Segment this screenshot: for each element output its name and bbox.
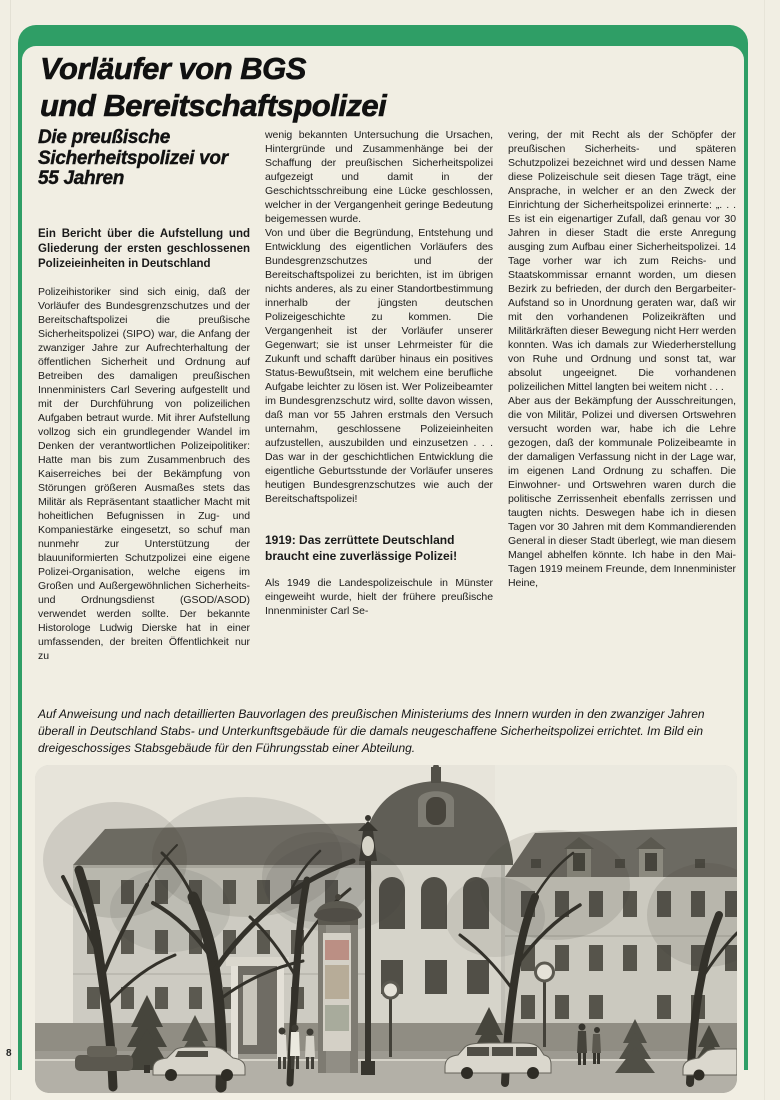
body-paragraph: Aber aus der Bekämpfung der Ausschreitungen, die von Militär, Polizei und diversen Ortswehren versucht worden war, habe ich die Lehre gezogen, daß der kommunale Polizeibeamte in der damaligen Verfassung nicht in der Lage war, im eigenen Land Ordnung zu schaffen. Die Einwohner- und Ortswehren waren durch die politische Zerrissenheit ebenfalls zerrissen und taugten nichts. Deswegen habe ich in diesen Tagen vor 30 Jahren mit dem Kommandierenden General in dieser Stadt überlegt, wie man diesem Mangel abhelfen könnte. Ich habe in den Mai-Tagen 1919 meinem Freunde, dem Innenminister Heine,: [508, 395, 736, 589]
body-paragraph: Polizeihistoriker sind sich einig, daß der Vorläufer des Bundesgrenzschutzes und der Bereitschaftspolizei die preußische Sicherheitspolizei (SIPO) war, die Anfang der zwanziger Jahre zur Aufrechterhaltung der öffentlichen Sicherheit und Ordnung auf Betreiben des damaligen preußischen Innenministers Carl Severing aufgestellt und mit der Durchführung von polizeilichen Aufgaben betraut wurde. Mit ihrer Aufstellung vollzog sich ein grundlegender Wandel im Denken der verantwortlichen Polizeipolitiker: Hatte man bis zum Zusammenbruch des Kaiserreiches bei der Bekämpfung von Störungen größeren Ausmaßes stets das Militär als Repräsentant staatlicher Macht mit hoheitlichen Befugnissen in Zug- und Kompaniestärke eingesetzt, so schuf man nunmehr zur Unterstützung der blauuniformierten Schutzpolizei eine eigene Polizei-Organisation, welche eigens im Großen und Außergewöhnlichen Sicherheits- und Ordnungsdienst (GSOD/ASOD) verwendet werden sollte. Der bekannte Historologe Ludwig Dierske hat in einer umfassenden, der breiten Öffentlichkeit nur zu: [38, 285, 250, 662]
content-area: [22, 46, 744, 1100]
column-left: [38, 128, 250, 713]
body-paragraph: wenig bekannten Untersuchung die Ursachen, Hintergründe und Zusammenhänge bei der Schaffung der preußischen Sicherheitspolizei aufgezeigt und damit in der Geschichtsschreibung eine Lücke geschlossen, welcher in der Vergangenheit geringe Bedeutung beigemessen wurde.: [265, 129, 493, 225]
body-paragraph: vering, der mit Recht als der Schöpfer der preußischen Sicherheits- und späteren Schutzpolizei bezeichnet wird und dessen Name diese Polizeischule seit diesen Tage trägt, eine Ansprache, in welcher er an den Zweck der Einrichtung der Sicherheitspolizei erinnerte: „. . . Es ist ein eigenartiger Zufall, daß genau vor 30 Jahren in dieser Stadt die erste Anregung ausging zum Aufbau einer Sicherheitspolizei. 14 Tage vorher war ich zum Reichs- und Staatskommissar ernannt worden, um diesen Bezirk zu befrieden, der durch den Bergarbeiter-Aufstand so in Unordnung geraten war, daß wir mit den vorhandenen Polizeikräften und Militärkräften dieser Bewegung nicht Herr werden konnten. Was ich damals zur Wiederherstellung von Ruhe und Ordnung und sonst tat, war absolut ungeeignet. Die vorhandenen polizeilichen Mittel langten bei weitem nicht . . .: [508, 129, 736, 393]
building-photo-illustration: [35, 765, 737, 1093]
column-middle: [265, 128, 493, 713]
body-paragraph: Als 1949 die Landespolizeischule in Münster eingeweiht wurde, hielt der frühere preußische Innenminister Carl Se-: [265, 577, 493, 617]
article-lead: Ein Bericht über die Aufstellung und Gliederung der ersten geschlossenen Polizeieinheiten in Deutschland: [38, 227, 250, 270]
body-paragraph: Von und über die Begründung, Entstehung und Entwicklung des eigentlichen Vorläufers des Bundesgrenzschutzes und der Bereitschaftspolizei zu berichten, ist im übrigen nichts anderes, als zu einer Standortbestimmung innerhalb der jüngsten deutschen Polizeigeschichte zu kommen. Die Vergangenheit ist der Vorläufer unserer Gegenwart; sie ist unser Lehrmeister für die Zukunft und schafft darüber hinaus ein positives Status-Bewußtsein, mit welchem eine berufliche Aufgabe leichter zu lösen ist. Wer Polizeibeamter im Bundesgrenzschutz wird, sollte davon wissen, daß man vor 55 Jahren erstmals den Versuch unternahm, geschlossene Polizeieinheiten aufzustellen, auszubilden und einzusetzen . . . Das war in der geschichtlichen Entwicklung die eigentliche Geburtsstunde der Vorläufer unseres heutigen Bundesgrenzschutzes wie auch der Bereitschaftspolizei!: [265, 227, 493, 505]
text-columns: [38, 128, 737, 713]
title-line-2: und Bereitschaftspolizei: [40, 88, 387, 123]
column-right: [508, 128, 736, 713]
paper-crease-right: [764, 0, 765, 1100]
page-number: 8: [6, 1048, 12, 1059]
building-photo: [35, 765, 737, 1093]
photo-caption: Auf Anweisung und nach detaillierten Bauvorlagen des preußischen Ministeriums des Innern wurden in den zwanziger Jahren überall in Deutschland Stabs- und Unterkunftsgebäude für die damals neugeschaffene Sicherheitspolizei errichtet. Im Bild ein dreigeschossiges Stabsgebäude für den Führungsstab einer Abteilung.: [38, 707, 705, 755]
article-title: [40, 50, 700, 124]
title-line-1: Vorläufer von BGS: [40, 51, 306, 86]
section-heading: 1919: Das zerrüttete Deutschland braucht eine zuverlässige Polizei!: [265, 533, 458, 563]
paper-crease-left: [10, 0, 11, 1100]
article-subtitle: Die preußische Sicherheitspolizei vor 55 Jahren: [38, 128, 228, 189]
